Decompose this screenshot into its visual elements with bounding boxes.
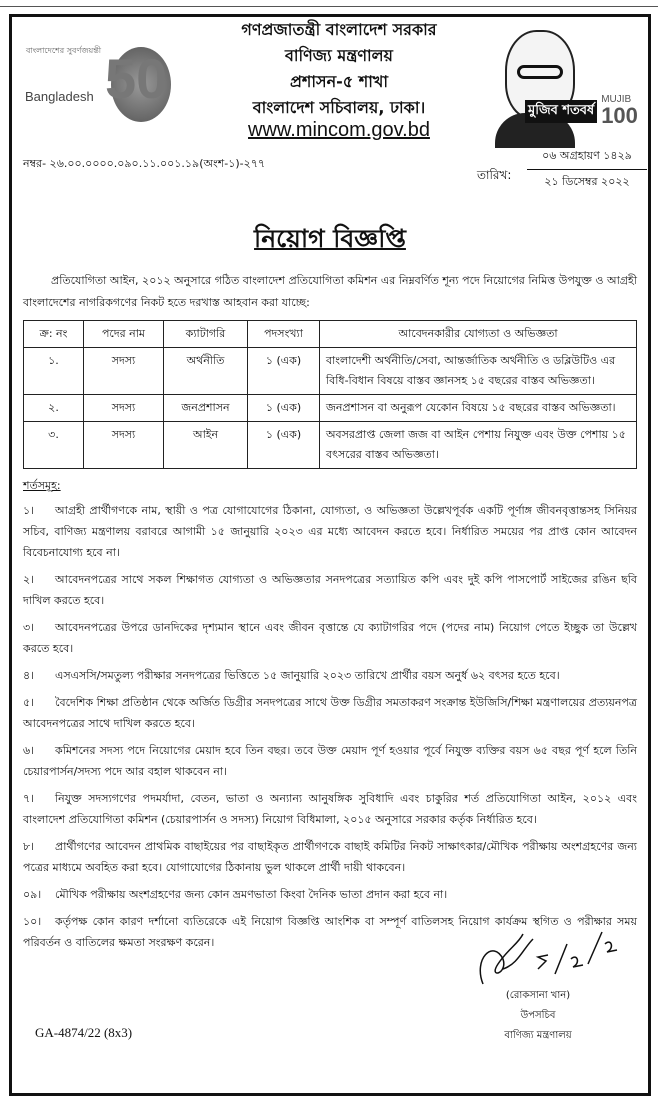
condition-item: ২। আবেদনপত্রের সাথে সকল শিক্ষাগত যোগ্যতা ও অভিজ্ঞতার সনদপত্রের সত্যায়িত কপি এবং দুই কপি পাসপোর্ট সাইজের রঙিন ছবি দাখিল করতে হবে। (23, 573, 637, 607)
memo-number: নম্বর- ২৬.০০.০০০০.০৯০.১১.০০১.১৯(অংশ-১)-২৭৭ (23, 157, 266, 170)
signature-footer (23, 959, 637, 1055)
ad-code: GA-4874/22 (8x3) (35, 1025, 133, 1040)
date-english: ২১ ডিসেম্বর ২০২২ (544, 175, 630, 188)
conditions-heading: শর্তসমূহ: (23, 479, 61, 492)
website-link[interactable]: www.mincom.gov.bd (248, 119, 430, 141)
top-rule (0, 6, 658, 7)
section-name: প্রশাসন-৫ শাখা (289, 72, 389, 91)
condition-item: ৭। নিযুক্ত সদস্যগণের পদমর্যাদা, বেতন, ভাতা ও অন্যান্য আনুষঙ্গিক সুবিধাদি এবং চাকুরির শর্ত প্রতিযোগিতা আইন, ২০১২ এবং বাংলাদেশ প্রতিযোগিতা কমিশন (চেয়ারপার্সন ও সদস্য) নিয়োগ বিধিমালা, ২০১৫ অনুসারে সরকার কর্তৃক নির্ধারিত হবে। (23, 792, 637, 826)
signature-scribble (463, 929, 633, 989)
notice-border (9, 14, 651, 1096)
golden-jubilee-logo: 50 বাংলাদেশের সুবর্ণজয়ন্তী Bangladesh (25, 39, 175, 129)
signatory-ministry: বাণিজ্য মন্ত্রণালয় (504, 1030, 572, 1041)
notice-body (21, 219, 639, 1055)
date-label: তারিখ: (477, 168, 512, 182)
vacancy-table (23, 320, 637, 469)
table-row: ৩. সদস্য আইন ১ (এক) অবসরপ্রাপ্ত জেলা জজ বা আইন পেশায় নিযুক্ত এবং উক্ত পেশায় ১৫ বৎসরের বাস্তব অভিজ্ঞতা। (24, 422, 637, 469)
date-bangla: ০৬ অগ্রহায়ণ ১৪২৯ (527, 147, 647, 170)
condition-item: ৬। কমিশনের সদস্য পদে নিয়োগের মেয়াদ হবে তিন বছর। তবে উক্ত মেয়াদ পূর্ণ হওয়ার পূর্বে নিযুক্ত ব্যক্তির বয়স ৬৫ বছর পূর্ণ হলে তিনি চেয়ারপার্সন/সদস্য পদে আর বহাল থাকবেন না। (23, 744, 637, 778)
intro-paragraph: প্রতিযোগিতা আইন, ২০১২ অনুসারে গঠিত বাংলাদেশ প্রতিযোগিতা কমিশন এর নিম্নবর্ণিত শূন্য পদে নিয়োগের নিমিত্ত উপযুক্ত ও আগ্রহী বাংলাদেশের নাগরিকগণের নিকট হতে দরখাস্ত আহবান করা যাচ্ছে: (23, 274, 637, 309)
table-row: ২. সদস্য জনপ্রশাসন ১ (এক) জনপ্রশাসন বা অনুরূপ যেকোন বিষয়ে ১৫ বছরের বাস্তব অভিজ্ঞতা। (24, 395, 637, 422)
condition-item: ৫। বৈদেশিক শিক্ষা প্রতিষ্ঠান থেকে অর্জিত ডিগ্রীর সনদপত্রের সাথে উক্ত ডিগ্রীর সমতাকরণ সংক্রান্ত ইউজিসি/শিক্ষা মন্ত্রণালয়ের প্রত্যয়নপত্র আবেদনপত্রের সাথে দাখিল করতে হবে। (23, 696, 637, 730)
mujib-100-logo: মুজিব শতবর্ষ MUJIB 100 (495, 25, 645, 150)
condition-item: ১। আগ্রহী প্রার্থীগণকে নাম, স্থায়ী ও পত্র যোগাযোগের ঠিকানা, যোগ্যতা, ও অভিজ্ঞতা উল্লেখপূর্বক একটি পূর্ণাঙ্গ জীবনবৃত্তান্তসহ সিনিয়র সচিব, বাণিজ্য মন্ত্রণালয় বরাবরে আগামী ১৫ জানুয়ারি ২০২৩ এর মধ্যে আবেদন করতে হবে। নির্ধারিত সময়ের পর প্রাপ্ত কোন আবেদন বিবেচনাযোগ্য হবে না। (23, 504, 637, 559)
condition-item: ০৯। মৌখিক পরীক্ষায় অংশগ্রহণের জন্য কোন ভ্রমণভাতা কিংবা দৈনিক ভাতা প্রদান করা হবে না। (23, 888, 448, 901)
government-name: গণপ্রজাতন্ত্রী বাংলাদেশ সরকার (241, 20, 437, 39)
office-address: বাংলাদেশ সচিবালয়, ঢাকা। (252, 98, 426, 117)
condition-item: ৪। এসএসসি/সমতুল্য পরীক্ষার সনদপত্রের ভিত্তিতে ১৫ জানুয়ারি ২০২৩ তারিখে প্রার্থীর বয়স অনুর্ধ ৬২ বৎসর হতে হবে। (23, 669, 560, 682)
table-row: ১. সদস্য অর্থনীতি ১ (এক) বাংলাদেশী অর্থনীতি/সেবা, আন্তর্জাতিক অর্থনীতি ও ডব্লিউটিও এর বিধি-বিধান বিষয়ে বাস্তব জ্ঞানসহ ১৫ বছরের বাস্তব অভিজ্ঞতা। (24, 348, 637, 395)
condition-item: ১০। কর্তৃপক্ষ কোন কারণ দর্শানো ব্যতিরেকে এই নিয়োগ বিজ্ঞপ্তি আংশিক বা সম্পূর্ণ বাতিলসহ নিয়োগ কার্যক্রম স্থগিত ও পরীক্ষার সময় পরিবর্তন ও বাতিলের ক্ষমতা সংরক্ষণ করেন। (23, 915, 637, 949)
handwritten-signature (463, 929, 633, 989)
conditions-list (23, 500, 637, 953)
ministry-name: বাণিজ্য মন্ত্রণালয় (285, 46, 393, 65)
signatory-name: (রোকসানা খান) (473, 989, 603, 1003)
condition-item: ৮। প্রার্থীগণের আবেদন প্রাথমিক বাছাইয়ের পর বাছাইকৃত প্রার্থীগণকে বাছাই কমিটির নিকট সাক্ষাৎকার/মৌখিক পরীক্ষায় অংশগ্রহণের জন্য পত্রের মাধ্যমে অবহিত করা হবে। যোগাযোগের ঠিকানায় ভুল থাকলে প্রার্থী দায়ী থাকবেন। (23, 840, 637, 874)
table-header-row: ক্র: নং পদের নাম ক্যাটাগরি পদসংখ্যা আবেদনকারীর যোগ্যতা ও অভিজ্ঞতা (24, 321, 637, 348)
signatory-designation: উপসচিব (520, 1010, 556, 1021)
date-block (527, 147, 647, 192)
notice-title: নিয়োগ বিজ্ঞপ্তি (254, 224, 406, 253)
letterhead (21, 17, 639, 215)
condition-item: ৩। আবেদনপত্রের উপরে ডানদিকের দৃশ্যমান স্থানে এবং জীবন বৃত্তান্তে যে ক্যাটাগরির পদে (পদের নাম) নিয়োগ পেতে ইচ্ছুক তা উল্লেখ করতে হবে। (23, 621, 637, 655)
